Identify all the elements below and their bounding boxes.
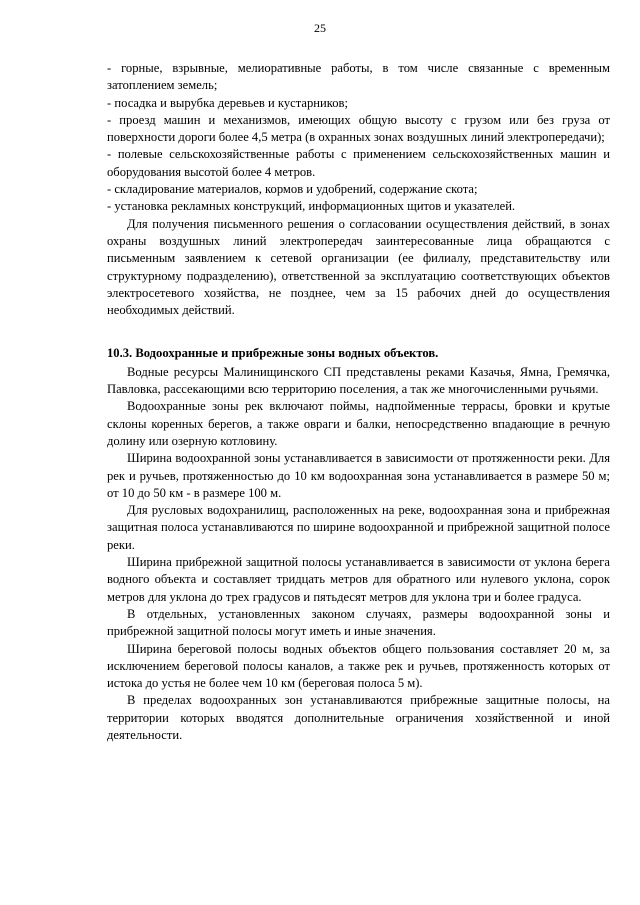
section-paragraph: Ширина прибрежной защитной полосы устанавливается в зависимости от уклона берега водного объекта и составляет тридцать метров для обратного или нулевого уклона, сорок метров для уклона до трех градусов и пятьдесят метров для уклона три и более градуса. [107,555,610,604]
page-number: 25 [314,21,326,35]
section-paragraph: Для русловых водохранилищ, расположенных на реке, водоохранная зона и прибрежная защитная полоса устанавливаются по ширине водоохранной и прибрежной защитной полосе реки. [107,503,610,552]
bullet-item: - полевые сельскохозяйственные работы с применением сельскохозяйственных машин и оборудования высотой более 4 метров. [107,147,610,179]
section-paragraph: В отдельных, установленных законом случаях, размеры водоохранной зоны и прибрежной защитной полосы могут иметь и иные значения. [107,606,610,639]
section-paragraph: Ширина водоохранной зоны устанавливается в зависимости от протяженности реки. Для рек и ручьев, протяженностью до 10 км водоохранная зона устанавливается в размере 50 м; от 10 до 50 км - в размере 100 м. [107,451,610,500]
bullet-item: - складирование материалов, кормов и удобрений, содержание скота; [107,182,478,197]
section-heading: 10.3. Водоохранные и прибрежные зоны водных объектов. [107,346,439,361]
bullet-item: - горные, взрывные, мелиоративные работы, в том числе связанные с временным затоплением земель; [107,61,610,93]
bullet-item: - установка рекламных конструкций, информационных щитов и указателей. [107,199,516,214]
closing-paragraph: Для получения письменного решения о согласовании осуществления действий, в зонах охраны воздушных линий электропередач заинтересованные лица обращаются с письменным заявлением к сетевой организации (ее филиалу, представительству или структурному подразделению), ответственной за эксплуатацию соответствующих объектов электросетевого хозяйства, не позднее, чем за 15 рабочих дней до осуществления необходимых действий. [107,216,610,318]
bullet-item: - посадка и вырубка деревьев и кустарников; [107,95,348,110]
document-body [107,60,610,744]
section-paragraph: Водоохранные зоны рек включают поймы, надпойменные террасы, бровки и крутые склоны коренных берегов, а также овраги и балки, непосредственно впадающие в речную долину или озерную котловину. [107,399,610,448]
bullet-item: - проезд машин и механизмов, имеющих общую высоту с грузом или без груза от поверхности дороги более 4,5 метра (в охранных зонах воздушных линий электропередачи); [107,112,610,145]
section-paragraph: Водные ресурсы Малинищинского СП представлены реками Казачья, Ямна, Гремячка, Павловка, рассекающими всю территорию поселения, а так же многочисленными ручьями. [107,364,610,397]
section-paragraph: В пределах водоохранных зон устанавливаются прибрежные защитные полосы, на территории которых вводятся дополнительные ограничения хозяйственной и иной деятельности. [107,693,610,742]
section-paragraph: Ширина береговой полосы водных объектов общего пользования составляет 20 м, за исключением береговой полосы каналов, а также рек и ручьев, протяженность которых от истока до устья не более чем 10 км (береговая полоса 5 м). [107,641,610,691]
